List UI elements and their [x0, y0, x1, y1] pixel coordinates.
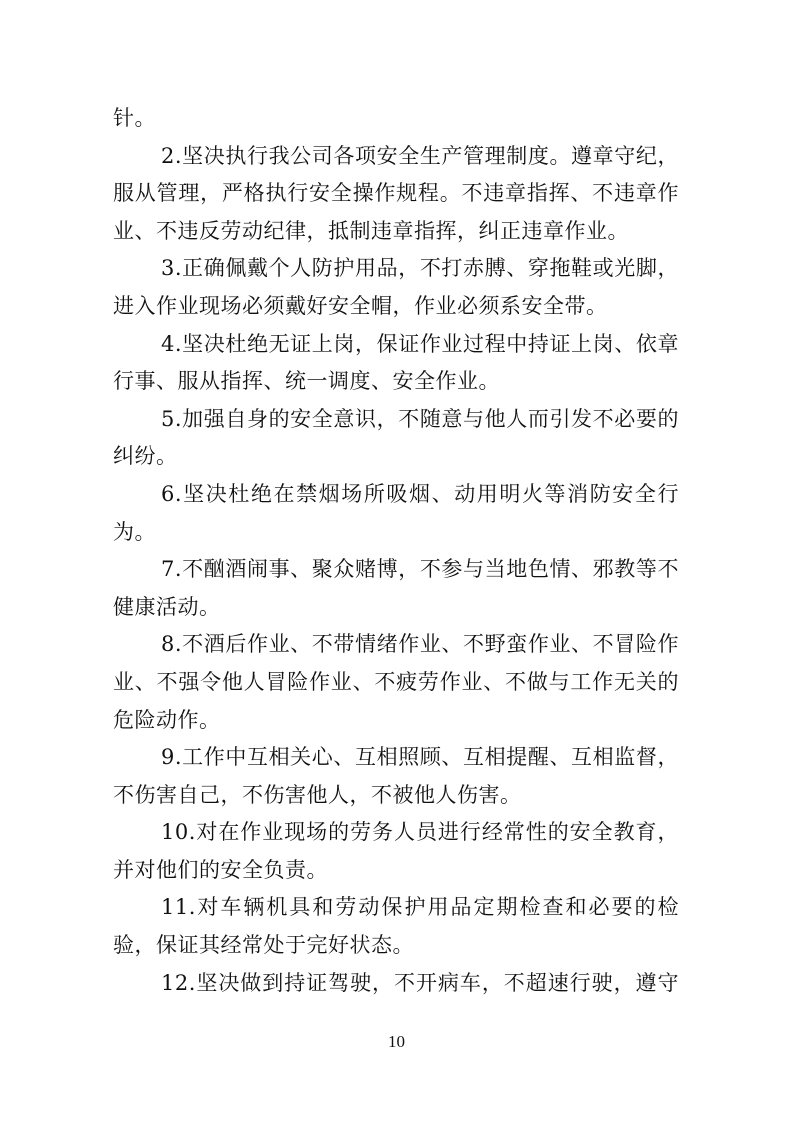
- list-item-8-line-2: 业、不强令他人冒险作业、不疲劳作业、不做与工作无关的: [113, 669, 679, 694]
- list-item-7-line-2: 健康活动。: [113, 594, 221, 619]
- list-item-11-line-2: 验，保证其经常处于完好状态。: [113, 933, 414, 958]
- list-item-9-line-2: 不伤害自己，不伤害他人，不被他人伤害。: [113, 782, 522, 807]
- list-item-6-line-2: 为。: [113, 519, 156, 544]
- list-item-8-line-1: 8.不酒后作业、不带情绪作业、不野蛮作业、不冒险作: [161, 632, 679, 657]
- list-item-2-line-3: 业、不违反劳动纪律，抵制违章指挥，纠正违章作业。: [113, 218, 629, 243]
- page-number: 10: [388, 1032, 405, 1051]
- list-item-3-line-1: 3.正确佩戴个人防护用品，不打赤膊、穿拖鞋或光脚，: [161, 256, 679, 281]
- list-item-3-line-2: 进入作业现场必须戴好安全帽，作业必须系安全带。: [113, 293, 608, 318]
- text-line: 针。: [113, 106, 156, 130]
- list-item-2-line-1: 2.坚决执行我公司各项安全生产管理制度。遵章守纪，: [161, 143, 679, 168]
- list-item-5-line-2: 纠纷。: [113, 444, 178, 469]
- list-item-10-line-1: 10.对在作业现场的劳务人员进行经常性的安全教育，: [161, 820, 679, 845]
- list-item-12-line-1: 12.坚决做到持证驾驶，不开病车，不超速行驶，遵守: [161, 970, 679, 995]
- list-item-8-line-3: 危险动作。: [113, 707, 221, 732]
- list-item-7-line-1: 7.不酗酒闹事、聚众赌博，不参与当地色情、邪教等不: [161, 557, 679, 582]
- list-item-4-line-2: 行事、服从指挥、统一调度、安全作业。: [113, 369, 500, 394]
- list-item-10-line-2: 并对他们的安全负责。: [113, 857, 328, 882]
- list-item-2-line-2: 服从管理，严格执行安全操作规程。不违章指挥、不违章作: [113, 181, 679, 206]
- body-text: [113, 100, 679, 1002]
- list-item-5-line-1: 5.加强自身的安全意识，不随意与他人而引发不必要的: [161, 406, 679, 431]
- list-item-11-line-1: 11.对车辆机具和劳动保护用品定期检查和必要的检: [161, 895, 679, 920]
- list-item-4-line-1: 4.坚决杜绝无证上岗，保证作业过程中持证上岗、依章: [161, 331, 679, 356]
- list-item-9-line-1: 9.工作中互相关心、互相照顾、互相提醒、互相监督，: [161, 745, 679, 770]
- list-item-6-line-1: 6.坚决杜绝在禁烟场所吸烟、动用明火等消防安全行: [161, 481, 679, 506]
